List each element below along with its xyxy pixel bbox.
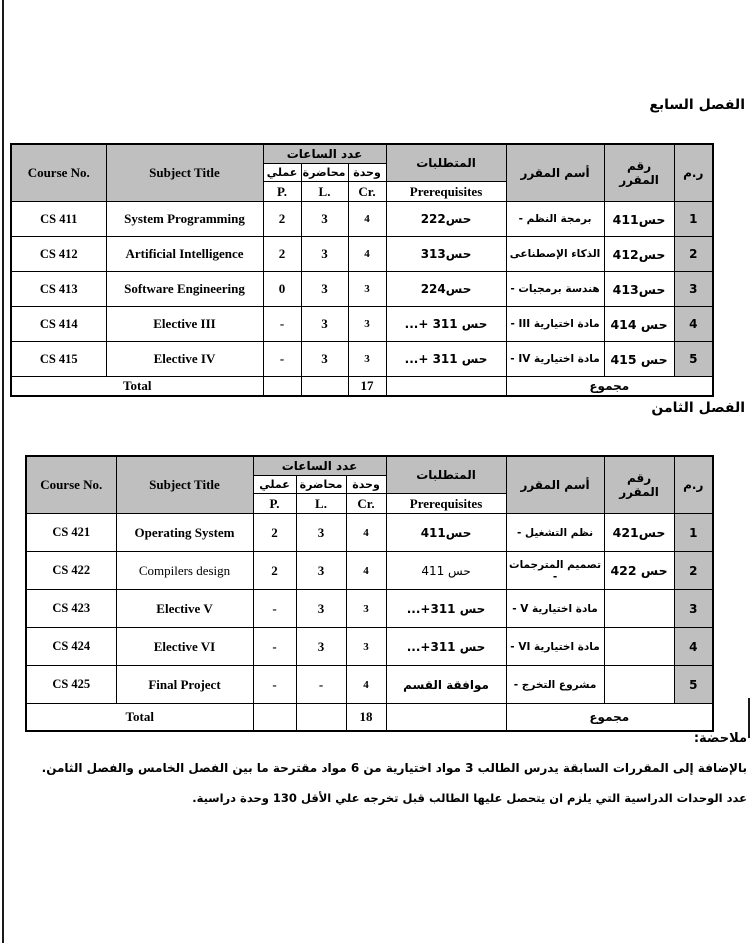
section-title-eighth-semester: الفصل الثامن: [651, 400, 745, 416]
course-no-cell: CS 415: [11, 342, 106, 377]
total-row: [11, 377, 713, 397]
total-label-ar-cell: مجموع: [506, 704, 713, 732]
practical-hours-cell: 0: [263, 272, 301, 307]
table-row: [26, 628, 713, 666]
serial-cell: 4: [674, 307, 713, 342]
practical-hours-cell: -: [263, 307, 301, 342]
col-header-practical-en: P.: [263, 182, 301, 202]
empty-cell: [301, 377, 348, 397]
total-label-cell: Total: [26, 704, 253, 732]
table-row: [26, 590, 713, 628]
col-header-credit-en: Cr.: [348, 182, 386, 202]
course-name-ar-cell: هندسة برمجيات -: [506, 272, 604, 307]
col-header-course-number-ar: رقم المقرر: [604, 456, 674, 514]
table-row: [26, 552, 713, 590]
col-header-lecture-en: L.: [296, 494, 346, 514]
table-row: [11, 237, 713, 272]
course-name-ar-cell: الذكاء الإصطناعى: [506, 237, 604, 272]
serial-cell: 2: [674, 552, 713, 590]
serial-cell: 1: [674, 202, 713, 237]
col-header-practical-en: P.: [253, 494, 296, 514]
col-header-hours: عدد الساعات: [263, 144, 386, 164]
lecture-hours-cell: 3: [296, 590, 346, 628]
credit-hours-cell: 4: [348, 202, 386, 237]
prerequisite-cell: حس 411: [386, 552, 506, 590]
practical-hours-cell: -: [263, 342, 301, 377]
table-header-row: [11, 144, 713, 164]
table-row: [11, 307, 713, 342]
credit-hours-cell: 4: [346, 514, 386, 552]
empty-cell: [296, 704, 346, 732]
subject-title-cell: Software Engineering: [106, 272, 263, 307]
serial-cell: 3: [674, 590, 713, 628]
table-row: [26, 514, 713, 552]
col-header-credit-ar: وحدة: [348, 164, 386, 182]
subject-title-cell: Final Project: [116, 666, 253, 704]
lecture-hours-cell: -: [296, 666, 346, 704]
col-header-hours: عدد الساعات: [253, 456, 386, 476]
section-title-seventh-semester: الفصل السابع: [649, 97, 745, 113]
col-header-prerequisites-en: Prerequisites: [386, 494, 506, 514]
total-credits-cell: 17: [348, 377, 386, 397]
course-no-cell: CS 423: [26, 590, 116, 628]
prerequisite-cell: حس222: [386, 202, 506, 237]
col-header-lecture-ar: محاضرة: [301, 164, 348, 182]
table-row: [26, 666, 713, 704]
table-row: [11, 342, 713, 377]
practical-hours-cell: -: [253, 628, 296, 666]
credit-hours-cell: 3: [348, 342, 386, 377]
col-header-practical-ar: عملي: [253, 476, 296, 494]
credit-hours-cell: 3: [348, 307, 386, 342]
table-row: [11, 202, 713, 237]
col-header-prerequisites-ar: المتطلبات: [386, 456, 506, 494]
subject-title-cell: Elective III: [106, 307, 263, 342]
credit-hours-cell: 4: [346, 552, 386, 590]
notes-heading: ملاحضة:: [693, 731, 747, 746]
col-header-lecture-ar: محاضرة: [296, 476, 346, 494]
course-no-cell: CS 411: [11, 202, 106, 237]
practical-hours-cell: 2: [263, 237, 301, 272]
subject-title-cell: Elective IV: [106, 342, 263, 377]
course-number-ar-cell: [604, 666, 674, 704]
credit-hours-cell: 3: [346, 590, 386, 628]
course-name-ar-cell: تصميم المترجمات -: [506, 552, 604, 590]
col-header-serial: ر.م: [674, 144, 713, 202]
prerequisite-cell: موافقة القسم: [386, 666, 506, 704]
lecture-hours-cell: 3: [301, 272, 348, 307]
col-header-subject-title: Subject Title: [106, 144, 263, 202]
col-header-serial: ر.م: [674, 456, 713, 514]
col-header-prerequisites-en: Prerequisites: [386, 182, 506, 202]
note-graduation-units: عدد الوحدات الدراسية التي يلزم ان يتحصل عليها الطالب قبل تخرجه علي الأقل 130 وحدة دراسية.: [192, 791, 747, 805]
course-name-ar-cell: برمجة النظم -: [506, 202, 604, 237]
course-name-ar-cell: مادة اختيارية VI -: [506, 628, 604, 666]
lecture-hours-cell: 3: [301, 307, 348, 342]
course-name-ar-cell: مادة اختيارية III -: [506, 307, 604, 342]
prerequisite-cell: حس224: [386, 272, 506, 307]
course-number-ar-cell: حس421: [604, 514, 674, 552]
col-header-credit-en: Cr.: [346, 494, 386, 514]
course-name-ar-cell: مادة اختيارية V -: [506, 590, 604, 628]
course-no-cell: CS 424: [26, 628, 116, 666]
course-name-ar-cell: مشروع التخرج -: [506, 666, 604, 704]
practical-hours-cell: 2: [253, 552, 296, 590]
course-no-cell: CS 425: [26, 666, 116, 704]
lecture-hours-cell: 3: [296, 514, 346, 552]
serial-cell: 5: [674, 342, 713, 377]
lecture-hours-cell: 3: [296, 628, 346, 666]
serial-cell: 3: [674, 272, 713, 307]
course-number-ar-cell: [604, 590, 674, 628]
total-label-cell: Total: [11, 377, 263, 397]
course-no-cell: CS 413: [11, 272, 106, 307]
note-electives: بالإضافة إلى المقررات السابقة يدرس الطالب 3 مواد اختيارية من 6 مواد مقترحة ما بين الفصل الخامس والفصل الثامن.: [41, 761, 747, 775]
empty-cell: [386, 377, 506, 397]
credit-hours-cell: 3: [348, 272, 386, 307]
credit-hours-cell: 4: [346, 666, 386, 704]
empty-cell: [253, 704, 296, 732]
subject-title-cell: Artificial Intelligence: [106, 237, 263, 272]
serial-cell: 1: [674, 514, 713, 552]
course-name-ar-cell: مادة اختيارية IV -: [506, 342, 604, 377]
serial-cell: 2: [674, 237, 713, 272]
col-header-course-number-ar: رقم المقرر: [604, 144, 674, 202]
prerequisite-cell: حس313: [386, 237, 506, 272]
practical-hours-cell: -: [253, 666, 296, 704]
subject-title-cell: Compilers design: [116, 552, 253, 590]
total-label-ar-cell: مجموع: [506, 377, 713, 397]
course-no-cell: CS 421: [26, 514, 116, 552]
prerequisite-cell: حس 311+...: [386, 628, 506, 666]
col-header-course-no: Course No.: [26, 456, 116, 514]
prerequisite-cell: حس 311 +...: [386, 342, 506, 377]
col-header-course-name-ar: أسم المقرر: [506, 456, 604, 514]
course-number-ar-cell: حس412: [604, 237, 674, 272]
course-number-ar-cell: حس413: [604, 272, 674, 307]
notes-section: [3, 731, 747, 805]
practical-hours-cell: -: [253, 590, 296, 628]
course-number-ar-cell: حس 414: [604, 307, 674, 342]
eighth-semester-table: [25, 455, 714, 732]
credit-hours-cell: 4: [348, 237, 386, 272]
course-number-ar-cell: [604, 628, 674, 666]
subject-title-cell: Elective V: [116, 590, 253, 628]
subject-title-cell: Operating System: [116, 514, 253, 552]
empty-cell: [386, 704, 506, 732]
subject-title-cell: Elective VI: [116, 628, 253, 666]
empty-cell: [263, 377, 301, 397]
practical-hours-cell: 2: [253, 514, 296, 552]
course-no-cell: CS 422: [26, 552, 116, 590]
lecture-hours-cell: 3: [301, 342, 348, 377]
course-number-ar-cell: حس 422: [604, 552, 674, 590]
col-header-practical-ar: عملي: [263, 164, 301, 182]
lecture-hours-cell: 3: [301, 202, 348, 237]
course-no-cell: CS 412: [11, 237, 106, 272]
col-header-lecture-en: L.: [301, 182, 348, 202]
course-no-cell: CS 414: [11, 307, 106, 342]
col-header-credit-ar: وحدة: [346, 476, 386, 494]
total-credits-cell: 18: [346, 704, 386, 732]
seventh-semester-table: [10, 143, 714, 397]
serial-cell: 5: [674, 666, 713, 704]
page-border-right-segment: [748, 698, 750, 738]
table-row: [11, 272, 713, 307]
col-header-course-name-ar: أسم المقرر: [506, 144, 604, 202]
prerequisite-cell: حس411: [386, 514, 506, 552]
subject-title-cell: System Programming: [106, 202, 263, 237]
table-header-row: [26, 456, 713, 476]
credit-hours-cell: 3: [346, 628, 386, 666]
col-header-subject-title: Subject Title: [116, 456, 253, 514]
lecture-hours-cell: 3: [296, 552, 346, 590]
col-header-course-no: Course No.: [11, 144, 106, 202]
course-number-ar-cell: حس411: [604, 202, 674, 237]
lecture-hours-cell: 3: [301, 237, 348, 272]
prerequisite-cell: حس 311+...: [386, 590, 506, 628]
col-header-prerequisites-ar: المتطلبات: [386, 144, 506, 182]
serial-cell: 4: [674, 628, 713, 666]
course-name-ar-cell: نظم التشغيل -: [506, 514, 604, 552]
course-number-ar-cell: حس 415: [604, 342, 674, 377]
practical-hours-cell: 2: [263, 202, 301, 237]
total-row: [26, 704, 713, 732]
prerequisite-cell: حس 311 +...: [386, 307, 506, 342]
